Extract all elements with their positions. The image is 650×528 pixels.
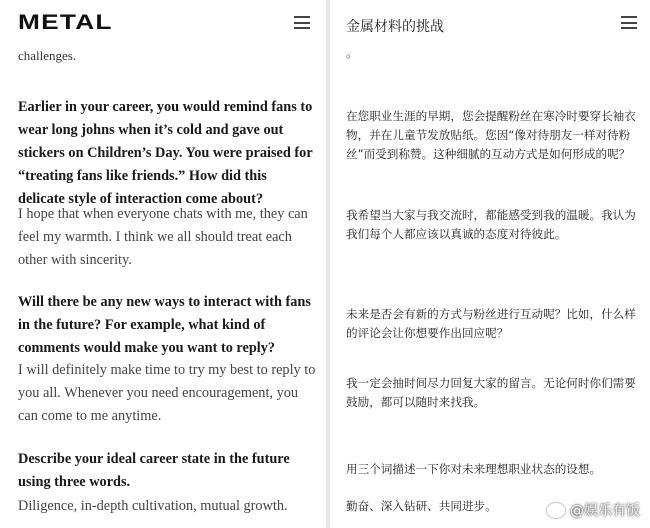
answer-3: Diligence, in-depth cultivation, mutual growth.	[18, 498, 288, 514]
weibo-logo-icon	[547, 503, 565, 518]
hamburger-menu-icon[interactable]	[621, 16, 637, 29]
translation-header	[330, 0, 650, 46]
answer-2: 我一定会抽时间尽力回复大家的留言。无论何时你们需要鼓励，都可以随时来找我。	[346, 376, 636, 409]
site-header	[0, 0, 326, 46]
answer-3: 勤奋、深入钻研、共同进步。	[346, 499, 497, 513]
answer-1: I hope that when everyone chats with me, they can feel my warmth. I think we all should treat each other with sincerity.	[18, 206, 308, 268]
question-1: 在您职业生涯的早期，您会提醒粉丝在寒冷时要穿长袖衣物，并在儿童节发放贴纸。您因“像对待朋友一样对待粉丝”而受到称赞。这种细腻的互动方式是如何形成的呢？	[346, 109, 636, 161]
hamburger-menu-icon[interactable]	[294, 16, 310, 29]
watermark	[547, 500, 640, 520]
question-1: Earlier in your career, you would remind fans to wear long johns when it’s cold and gave out stickers on Children’s Day. You were praised for “treating fans like friends.” How did this delicate style of interaction come about?	[18, 99, 313, 207]
question-2: Will there be any new ways to interact with fans in the future? For example, what kind of comments would make you want to reply?	[18, 294, 311, 356]
previous-text-fragment: challenges.	[18, 48, 77, 63]
answer-1: 我希望当大家与我交流时，都能感受到我的温暖。我认为我们每个人都应该以真诚的态度对待彼此。	[346, 208, 636, 241]
translation-title: 金属材料的挑战	[346, 19, 444, 35]
previous-text-fragment: 。	[346, 46, 359, 60]
answer-2: I will definitely make time to try my best to reply to you all. Whenever you need encouragement, you can come to me anytime.	[18, 362, 316, 424]
question-3: Describe your ideal career state in the future using three words.	[18, 451, 290, 490]
watermark-text: @娱乐有饭	[570, 503, 640, 519]
question-2: 未来是否会有新的方式与粉丝进行互动呢？比如，什么样的评论会让你想要作出回应呢？	[346, 307, 636, 340]
chinese-translation-panel	[330, 0, 650, 528]
site-logo[interactable]: METAL	[18, 11, 113, 34]
question-3: 用三个词描述一下你对未来理想职业状态的设想。	[346, 462, 602, 476]
